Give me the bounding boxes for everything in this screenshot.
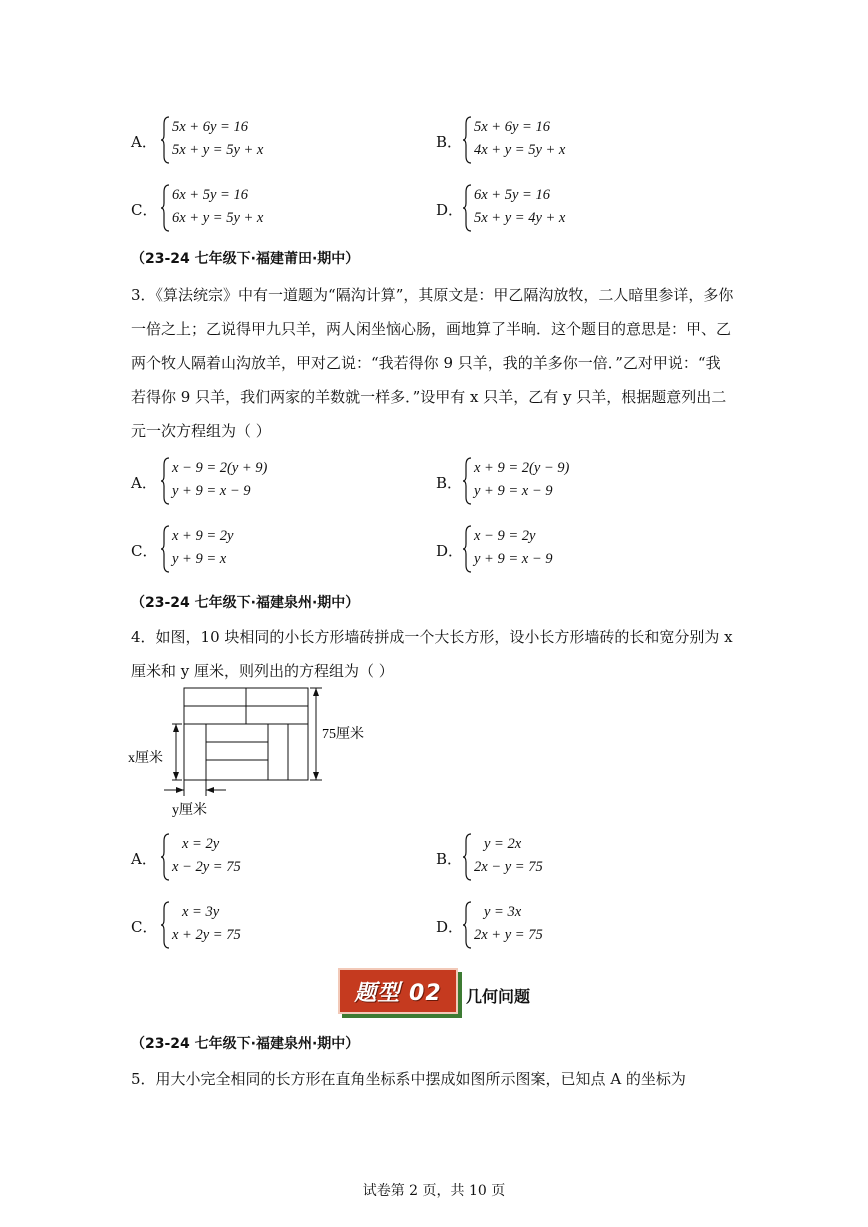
question-source: （23-24 七年级下·福建泉州·期中） [131,595,360,611]
equation-1: x + 9 = 2y [172,528,234,544]
brace-icon [160,525,170,573]
equation-1: x − 9 = 2(y + 9) [172,460,268,476]
text-line: 一倍之上；乙说得甲九只羊，两人闲坐恼心肠，画地算了半晌．这个题目的意思是：甲、乙 [131,320,732,338]
section-badge [338,968,462,1018]
section-badge-text: 题型 02 [354,980,442,1006]
brace-icon [160,833,170,881]
brace-icon [462,184,472,232]
brace-icon [462,901,472,949]
text-line: 若得你 9 只羊，我们两家的羊数就一样多．”设甲有 x 只羊，乙有 y 只羊，根据题意列出二 [131,388,727,406]
brace-icon [462,525,472,573]
equation-2: 5x + y = 4y + x [474,210,566,226]
option-label: A． [131,850,157,868]
option-label: B． [436,850,463,868]
equation-2: y + 9 = x [172,551,227,567]
option-label: D． [436,201,464,219]
text-line: 厘米和 y 厘米，则列出的方程组为（ ） [131,662,394,680]
brace-icon [160,457,170,505]
y-dimension-label: y厘米 [172,803,207,818]
equation-2: y + 9 = x − 9 [474,483,553,499]
equation-1: 6x + 5y = 16 [474,187,550,203]
brace-icon [462,116,472,164]
equation-2: 6x + y = 5y + x [172,210,264,226]
option-label: D． [436,542,464,560]
equation-2: 5x + y = 5y + x [172,142,264,158]
option-label: C． [131,542,158,560]
equation-2: y + 9 = x − 9 [172,483,251,499]
equation-1: 5x + 6y = 16 [474,119,550,135]
option-label: C． [131,918,158,936]
option-label: B． [436,133,463,151]
equation-2: 2x − y = 75 [474,859,543,875]
equation-1: y = 2x [484,836,522,852]
question-3-text [131,278,831,448]
equation-2: x + 2y = 75 [172,927,241,943]
text-line: 5．用大小完全相同的长方形在直角坐标系中摆成如图所示图案，已知点 A 的坐标为 [131,1070,686,1088]
text-line: 4．如图，10 块相同的小长方形墙砖拼成一个大长方形，设小长方形墙砖的长和宽分别为 x [131,628,733,646]
brace-icon [160,116,170,164]
equation-1: x = 3y [182,904,220,920]
lower-block [184,724,308,780]
x-dimension-label: x厘米 [128,751,163,766]
option-label: C． [131,201,158,219]
text-line: 两个牧人隔着山沟放羊，甲对乙说：“我若得你 9 只羊，我的羊多你一倍．”乙对甲说：“我 [131,354,721,372]
page-footer: 试卷第 2 页，共 10 页 [362,1183,506,1199]
question-4-text [131,620,831,688]
equation-2: x − 2y = 75 [172,859,241,875]
question-source: （23-24 七年级下·福建莆田·期中） [131,251,360,267]
text-line: 3．《算法统宗》中有一道题为“隔沟计算”，其原文是：甲乙隔沟放牧，二人暗里参详，多你 [131,286,734,304]
question-5-text [131,1062,831,1096]
option-label: A． [131,474,157,492]
brace-icon [462,833,472,881]
equation-2: 2x + y = 75 [474,927,543,943]
equation-1: x = 2y [182,836,220,852]
equation-1: y = 3x [484,904,522,920]
equation-1: 5x + 6y = 16 [172,119,248,135]
equation-2: y + 9 = x − 9 [474,551,553,567]
text-line: 元一次方程组为（ ） [131,422,271,440]
question-source: （23-24 七年级下·福建泉州·期中） [131,1036,360,1052]
tile-figure [128,680,388,820]
option-label: B． [436,474,463,492]
brace-icon [160,901,170,949]
brace-icon [160,184,170,232]
equation-1: x + 9 = 2(y − 9) [474,460,570,476]
option-label: A． [131,133,157,151]
height-dimension-label: 75厘米 [322,727,364,742]
section-title: 几何问题 [466,987,531,1006]
equation-1: x − 9 = 2y [474,528,536,544]
equation-1: 6x + 5y = 16 [172,187,248,203]
equation-2: 4x + y = 5y + x [474,142,566,158]
option-label: D． [436,918,464,936]
brace-icon [462,457,472,505]
